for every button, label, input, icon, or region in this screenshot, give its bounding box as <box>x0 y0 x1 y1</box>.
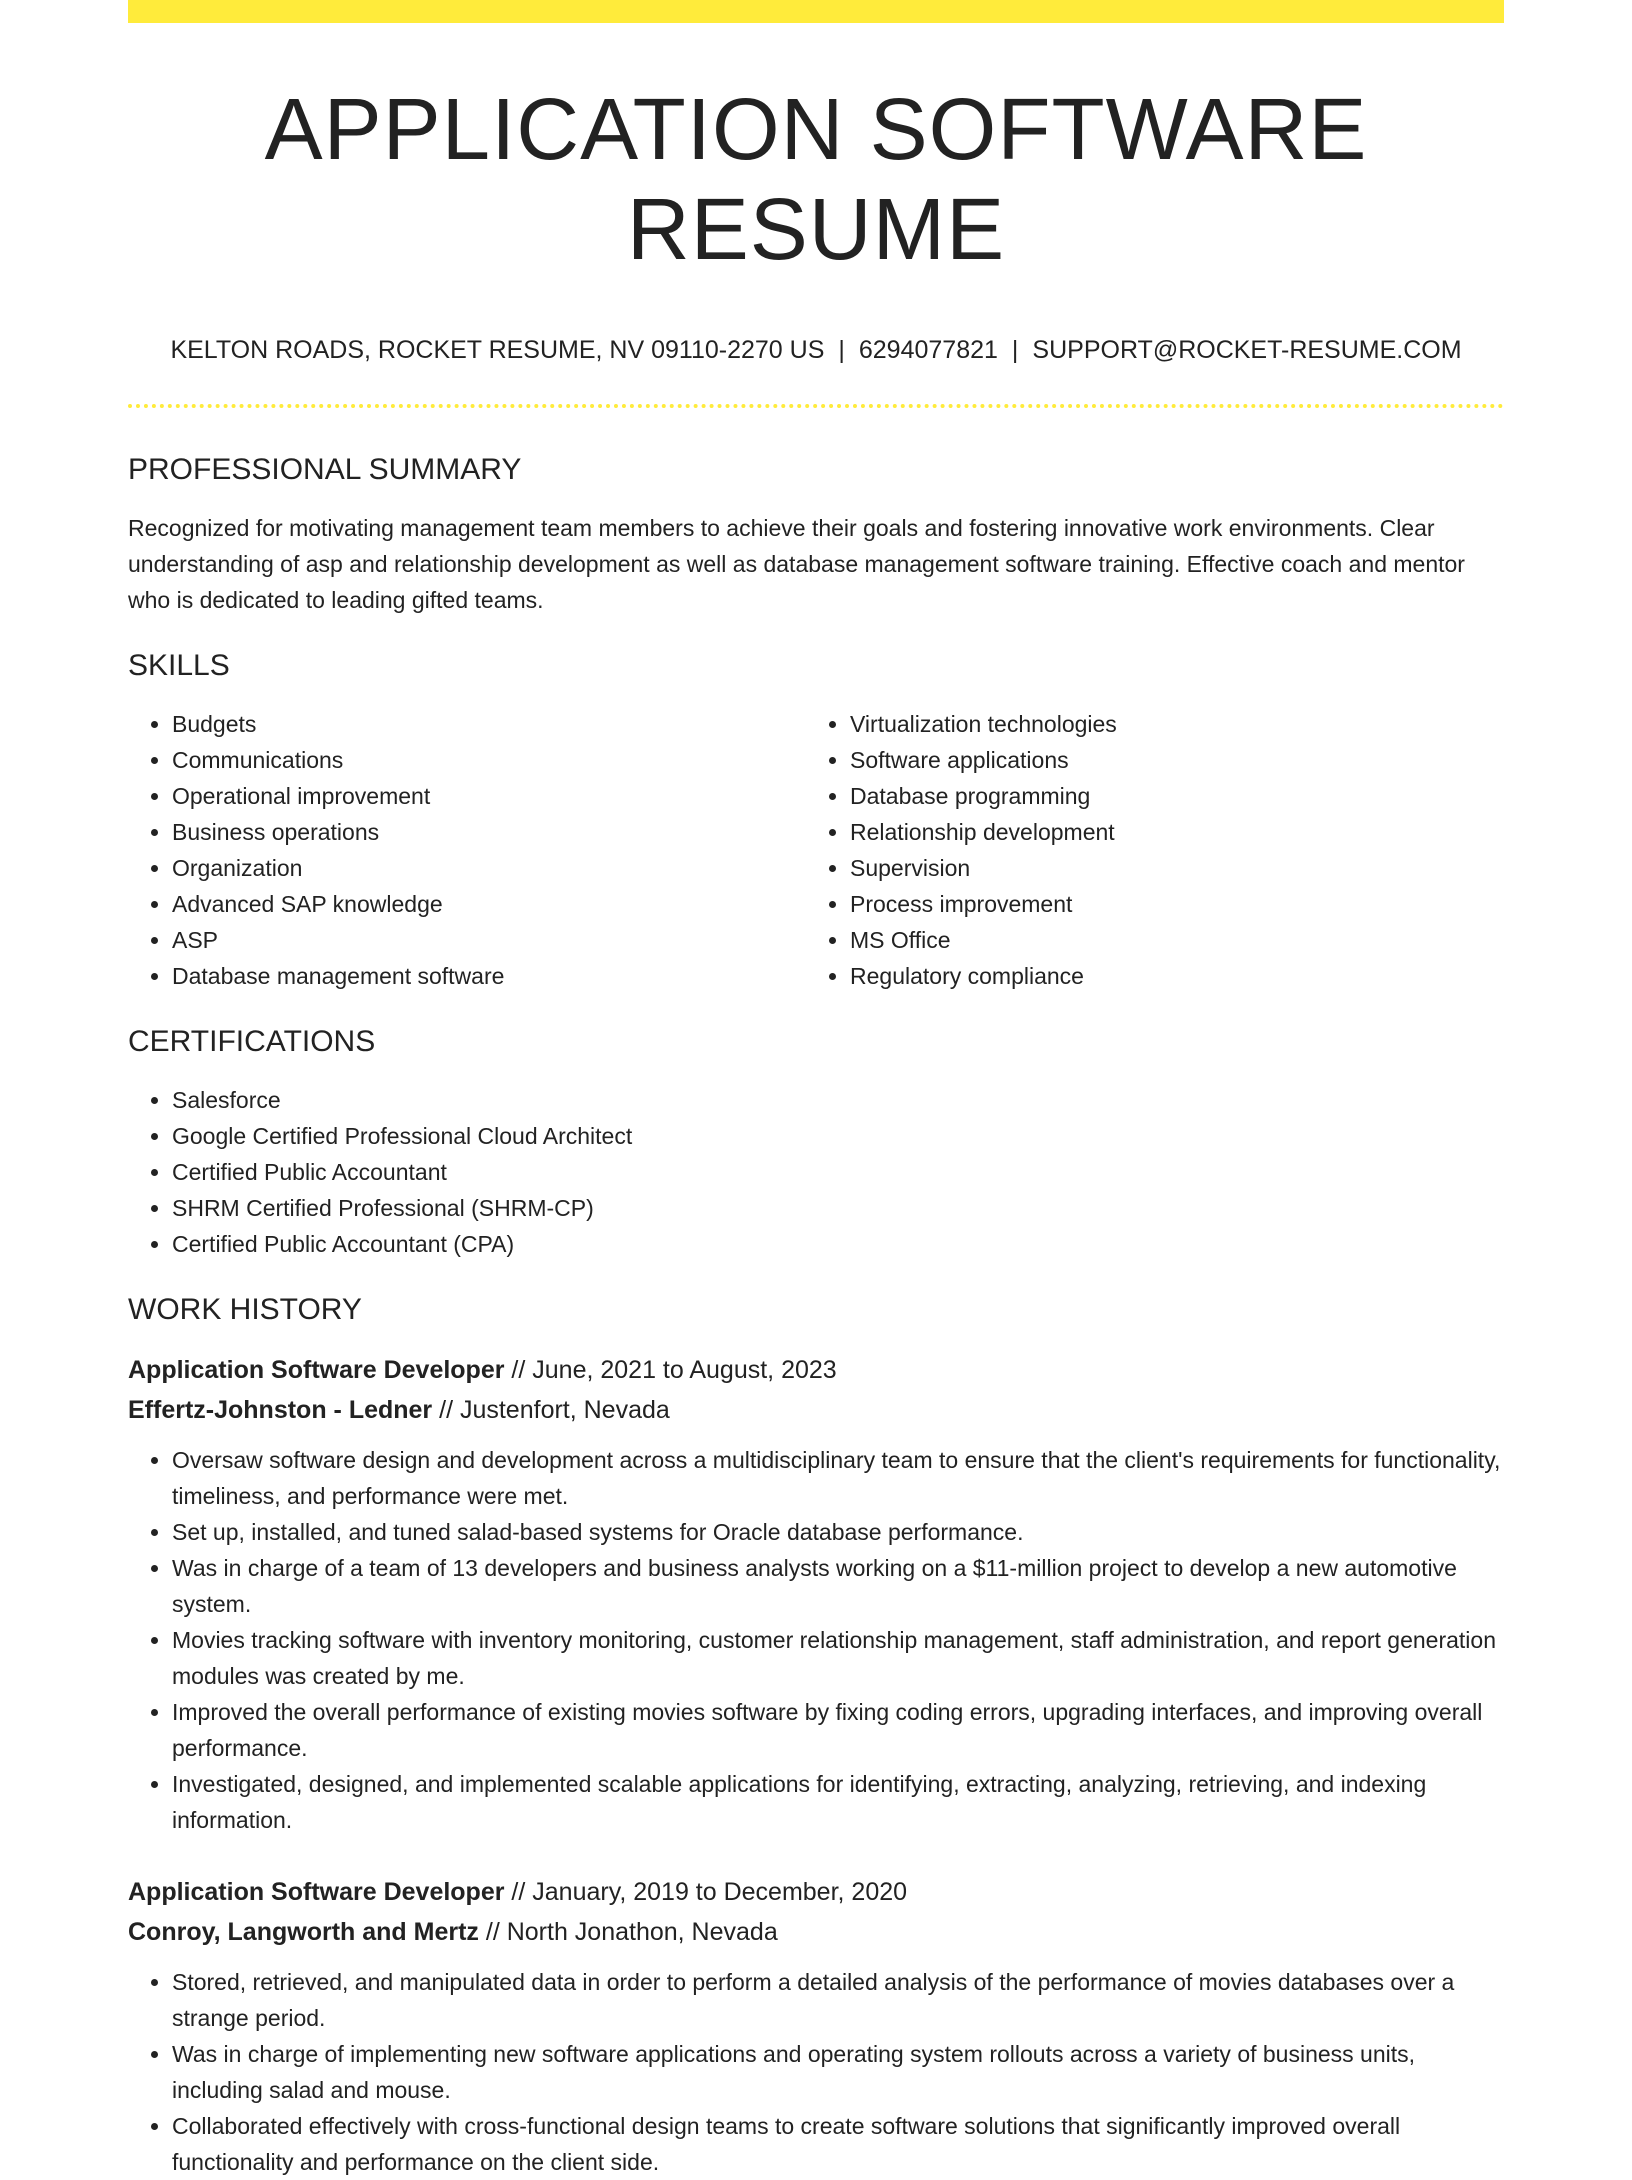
job-title-line <box>128 1872 1504 1912</box>
summary-text: Recognized for motivating management team members to achieve their goals and fostering innovative work environments. Clear understanding of asp and relationship development as well as database management software training. Effective coach and mentor who is dedicated to leading gifted teams. <box>128 515 1465 613</box>
resume-content <box>128 0 1504 2180</box>
skills-column-right <box>806 706 1484 994</box>
skill-item: • Database programming <box>850 778 1484 814</box>
resume-title: APPLICATION SOFTWARE RESUME <box>264 81 1368 278</box>
job-duty-item: • Was in charge of implementing new software applications and operating system rollouts across a variety of business units, including salad and mouse. <box>172 2036 1504 2108</box>
job-title: Application Software Developer <box>128 1356 505 1384</box>
skill-item: • ASP <box>172 922 806 958</box>
contact-separator: | <box>838 336 845 364</box>
job-duty-item: • Improved the overall performance of existing movies software by fixing coding errors, upgrading interfaces, and improving overall performance. <box>172 1694 1504 1766</box>
job-company-line <box>128 1912 1504 1952</box>
job-location: // North Jonathon, Nevada <box>485 1918 778 1946</box>
skill-item: • Regulatory compliance <box>850 958 1484 994</box>
skill-item: • Relationship development <box>850 814 1484 850</box>
certification-item: • Salesforce <box>172 1082 1504 1118</box>
contact-address: KELTON ROADS, ROCKET RESUME, NV 09110-2270 US <box>170 336 825 364</box>
contact-phone: 6294077821 <box>858 336 998 364</box>
skills-columns <box>128 706 1504 994</box>
skill-item: • Process improvement <box>850 886 1484 922</box>
skills-heading: SKILLS <box>128 649 230 682</box>
skill-item: • Business operations <box>172 814 806 850</box>
certification-item: • Google Certified Professional Cloud Architect <box>172 1118 1504 1154</box>
job-duty-item: • Investigated, designed, and implemented scalable applications for identifying, extracting, analyzing, retrieving, and indexing information. <box>172 1766 1504 1838</box>
skills-list-left <box>128 706 806 994</box>
work-history-list <box>128 1350 1504 2180</box>
job-title: Application Software Developer <box>128 1878 505 1906</box>
work-history-heading: WORK HISTORY <box>128 1293 362 1326</box>
skill-item: • Software applications <box>850 742 1484 778</box>
job-duty-item: • Stored, retrieved, and manipulated data in order to perform a detailed analysis of the performance of movies databases over a strange period. <box>172 1964 1504 2036</box>
skills-list-right <box>806 706 1484 994</box>
skill-item: • Virtualization technologies <box>850 706 1484 742</box>
job-company: Conroy, Langworth and Mertz <box>128 1918 479 1946</box>
skill-item: • Advanced SAP knowledge <box>172 886 806 922</box>
contact-line <box>128 334 1504 366</box>
skill-item: • Operational improvement <box>172 778 806 814</box>
certification-item: • Certified Public Accountant <box>172 1154 1504 1190</box>
certification-item: • Certified Public Accountant (CPA) <box>172 1226 1504 1262</box>
job-title-line <box>128 1350 1504 1390</box>
job-entry <box>128 1350 1504 1838</box>
skill-item: • Organization <box>172 850 806 886</box>
skill-item: • Communications <box>172 742 806 778</box>
job-location: // Justenfort, Nevada <box>439 1396 670 1424</box>
job-company: Effertz-Johnston - Ledner <box>128 1396 433 1424</box>
job-duty-item: • Oversaw software design and development across a multidisciplinary team to ensure that the client's requirements for functionality, timeliness, and performance were met. <box>172 1442 1504 1514</box>
job-duty-item: • Set up, installed, and tuned salad-based systems for Oracle database performance. <box>172 1514 1504 1550</box>
contact-separator: | <box>1011 336 1019 364</box>
job-duties-list <box>128 1442 1504 1838</box>
skills-column-left <box>128 706 806 994</box>
job-dates: // June, 2021 to August, 2023 <box>511 1356 837 1384</box>
certification-item: • SHRM Certified Professional (SHRM-CP) <box>172 1190 1504 1226</box>
job-company-line <box>128 1390 1504 1430</box>
skill-item: • Budgets <box>172 706 806 742</box>
job-entry <box>128 1872 1504 2180</box>
job-duties-list <box>128 1964 1504 2180</box>
certifications-heading: CERTIFICATIONS <box>128 1025 376 1058</box>
job-duty-item: • Was in charge of a team of 13 developers and business analysts working on a $11-million project to develop a new automotive system. <box>172 1550 1504 1622</box>
job-duty-item: • Movies tracking software with inventory monitoring, customer relationship management, staff administration, and report generation modules was created by me. <box>172 1622 1504 1694</box>
certifications-list <box>128 1082 1504 1262</box>
skill-item: • MS Office <box>850 922 1484 958</box>
header-divider <box>128 404 1504 408</box>
job-duty-item: • Collaborated effectively with cross-functional design teams to create software solutions that significantly improved overall functionality and performance on the client side. <box>172 2108 1504 2180</box>
contact-email: SUPPORT@ROCKET-RESUME.COM <box>1032 336 1462 364</box>
job-dates: // January, 2019 to December, 2020 <box>511 1878 908 1906</box>
skill-item: • Database management software <box>172 958 806 994</box>
skill-item: • Supervision <box>850 850 1484 886</box>
summary-heading: PROFESSIONAL SUMMARY <box>128 453 522 486</box>
